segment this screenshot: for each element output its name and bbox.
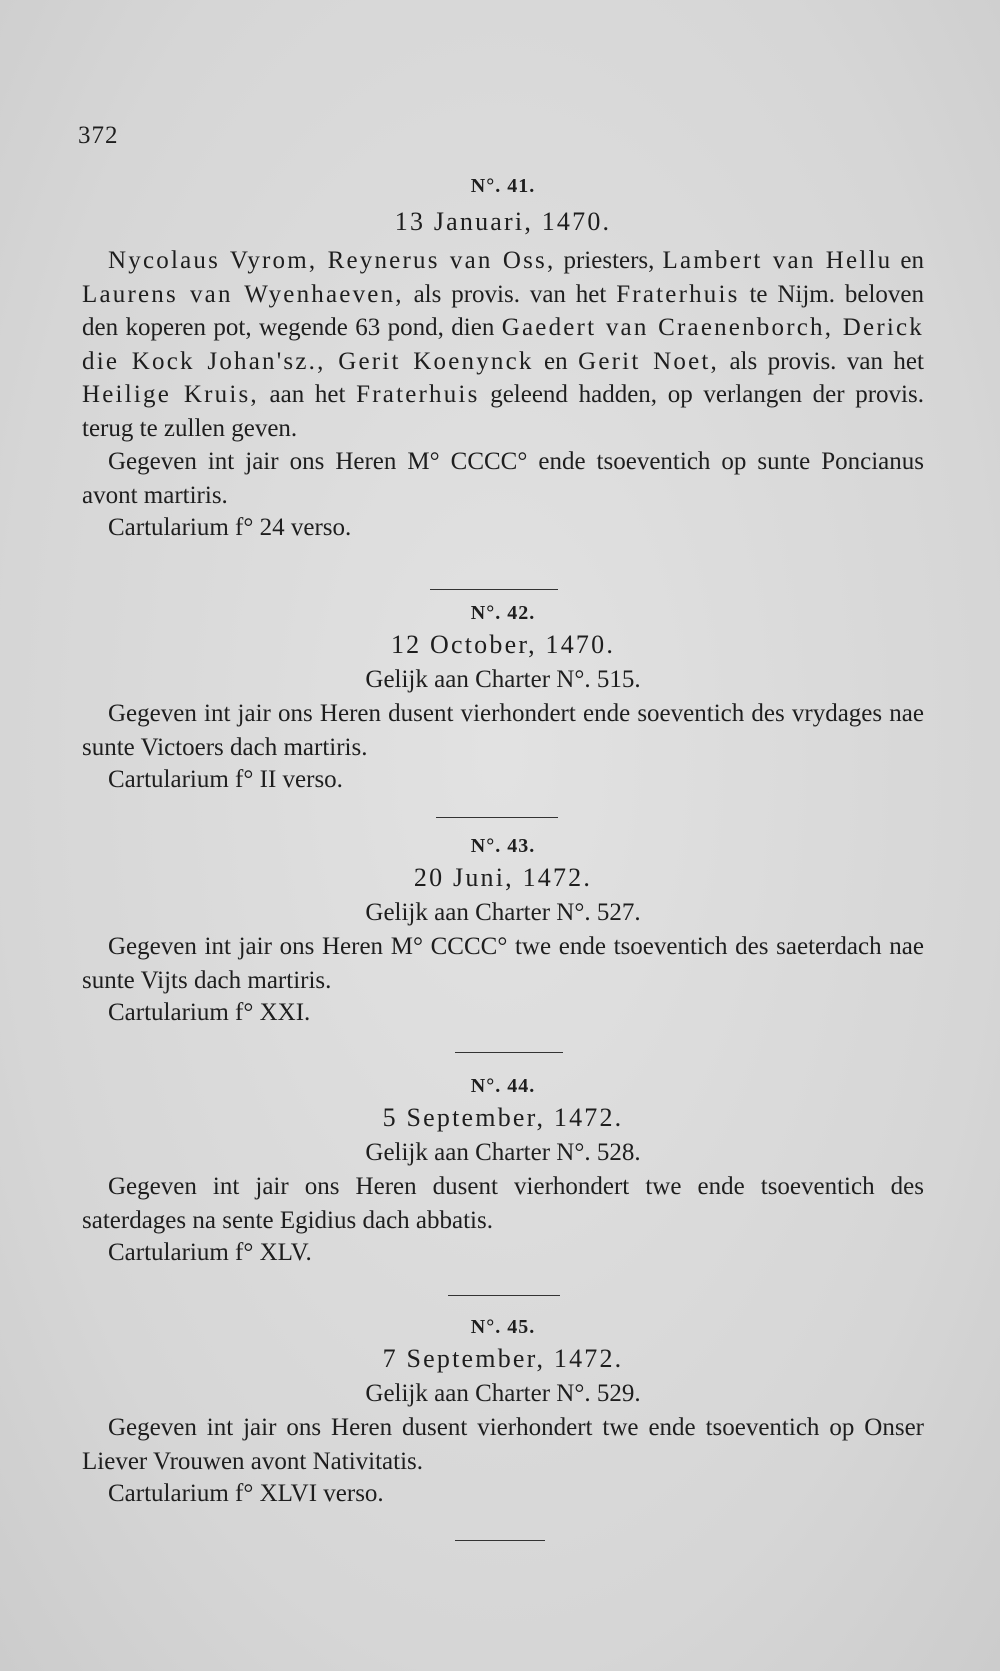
- spaced-name-text: Nycolaus Vyrom, Reynerus van Oss,: [108, 247, 556, 274]
- entry-paragraph: [82, 244, 924, 445]
- divider: [430, 589, 558, 590]
- paragraph-text: geleend hadden, op verlangen der provis. terug te zullen geven.: [82, 381, 924, 442]
- charter-reference: Gelijk aan Charter N°. 515.: [365, 666, 641, 693]
- page-number: 372: [78, 122, 119, 149]
- paragraph-text: als provis. van het: [718, 347, 924, 375]
- entry-45: [82, 1313, 924, 1510]
- spaced-name-text: Gaedert van Craenenborch, Derick die Kock Johan'sz., Gerit Koenynck: [82, 314, 924, 375]
- entry-paragraph: [82, 697, 924, 764]
- paragraph-text: priesters,: [555, 247, 663, 274]
- entry-paragraph: [82, 1411, 924, 1478]
- paragraph-text: en: [533, 347, 579, 375]
- divider: [448, 1295, 560, 1296]
- paragraph-text: aan het: [258, 381, 357, 408]
- spaced-name-text: Fraterhuis: [356, 381, 480, 408]
- entry-42: [82, 599, 924, 796]
- cartularium-reference: Cartularium f° II verso.: [108, 766, 343, 793]
- divider: [436, 817, 558, 818]
- entry-date: 13 Januari, 1470.: [394, 207, 612, 236]
- entry-paragraph: [82, 1170, 924, 1237]
- spaced-name-text: Laurens van Wyenhaeven,: [82, 280, 404, 308]
- cartularium-reference: Cartularium f° 24 verso.: [108, 514, 352, 541]
- entry-number: N°. 41.: [470, 175, 536, 197]
- entry-date: 5 September, 1472.: [382, 1103, 624, 1132]
- paragraph-text: Gegeven int jair ons Heren M° CCCC° twe ende tsoeventich des saeterdach nae sunte Vijts dach martiris.: [82, 933, 924, 994]
- spaced-name-text: Gerit Noet,: [578, 347, 719, 375]
- paragraph-text: en: [892, 247, 924, 274]
- entry-number: N°. 44.: [470, 1075, 536, 1097]
- paragraph-text: Gegeven int jair ons Heren dusent vierhondert twe ende tsoeventich op Onser Liever Vrouwen avont Nativitatis.: [82, 1414, 924, 1475]
- entry-number: N°. 42.: [470, 602, 536, 624]
- entry-number: N°. 43.: [470, 835, 536, 857]
- cartularium-reference: Cartularium f° XLV.: [108, 1239, 312, 1266]
- entry-number: N°. 45.: [470, 1316, 536, 1338]
- paragraph-text: te Nijm. beloven den koperen pot, wegende 63 pond, dien: [82, 280, 924, 341]
- entry-date: 12 October, 1470.: [390, 630, 616, 659]
- entry-43: [82, 832, 924, 1029]
- paragraph-text: als provis. van het: [403, 280, 617, 308]
- spaced-name-text: Heilige Kruis,: [82, 381, 259, 408]
- paragraph-text: Gegeven int jair ons Heren dusent vierhondert ende soeventich des vrydages nae sunte Victoers dach martiris.: [82, 700, 924, 761]
- charter-reference: Gelijk aan Charter N°. 529.: [365, 1380, 641, 1407]
- entry-paragraph: [82, 930, 924, 997]
- charter-reference: Gelijk aan Charter N°. 528.: [365, 1139, 641, 1166]
- entry-date: 20 Juni, 1472.: [413, 863, 593, 892]
- entry-44: [82, 1072, 924, 1269]
- entry-paragraph: [82, 445, 924, 512]
- spaced-name-text: Fraterhuis: [616, 280, 740, 308]
- charter-reference: Gelijk aan Charter N°. 527.: [365, 899, 641, 926]
- paragraph-text: Gegeven int jair ons Heren M° CCCC° ende tsoeventich op sunte Poncianus avont martiris.: [82, 448, 924, 509]
- cartularium-reference: Cartularium f° XXI.: [108, 999, 311, 1026]
- cartularium-reference: Cartularium f° XLVI verso.: [108, 1480, 384, 1507]
- divider: [455, 1540, 545, 1541]
- entry-date: 7 September, 1472.: [382, 1344, 624, 1373]
- paragraph-text: Gegeven int jair ons Heren dusent vierhondert twe ende tsoeventich des saterdages na sente Egidius dach abbatis.: [82, 1173, 924, 1234]
- spaced-name-text: Lambert van Hellu: [662, 247, 893, 274]
- entry-41: [82, 172, 924, 544]
- divider: [455, 1052, 563, 1053]
